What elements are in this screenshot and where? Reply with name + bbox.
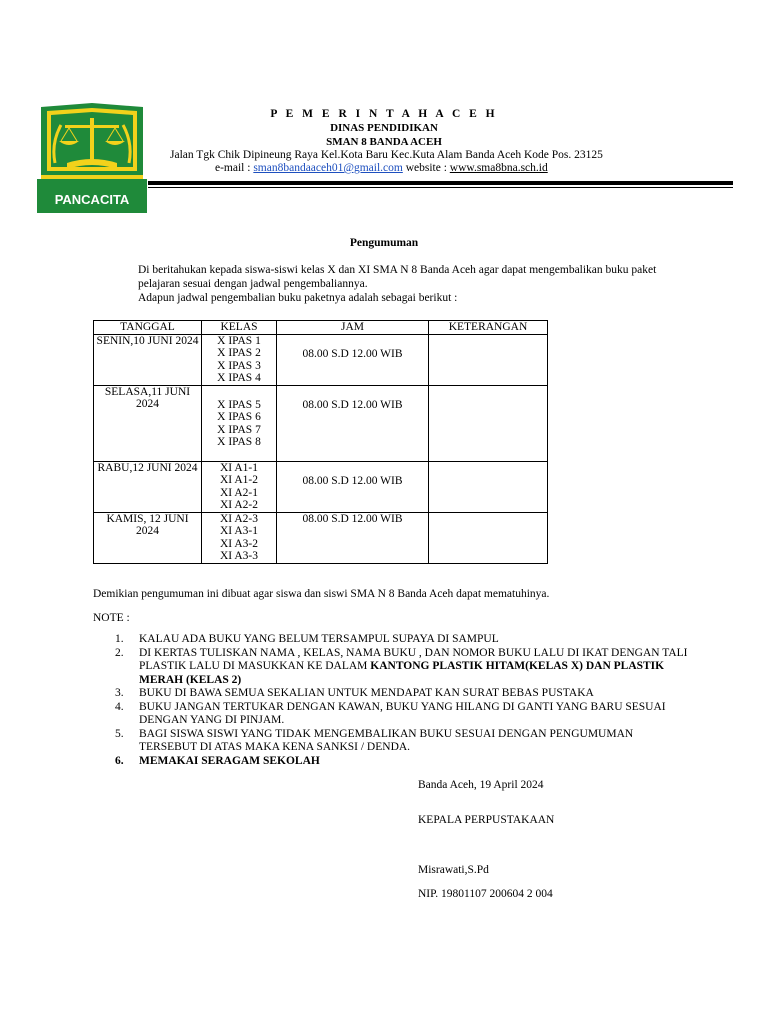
list-item: 5. BAGI SISWA SISWI YANG TIDAK MENGEMBALIKAN BUKU SESUAI DENGAN PENGUMUMAN TERSEBUT DI ATAS MAKA KENA SANKSI / DENDA.	[115, 727, 634, 753]
table-row	[94, 334, 548, 385]
svg-text:PANCACITA: PANCACITA	[54, 192, 130, 207]
col-header-class: KELAS	[202, 321, 277, 335]
signature-place-date: Banda Aceh, 19 April 2024	[418, 779, 544, 791]
row-note	[429, 461, 548, 512]
website-link[interactable]: www.sma8bna.sch.id	[449, 162, 548, 174]
header-government: P E M E R I N T A H A C E H	[270, 108, 498, 120]
row-date: SELASA,11 JUNI 2024	[94, 385, 202, 461]
row-date: RABU,12 JUNI 2024	[94, 461, 202, 512]
table-header-row	[94, 321, 548, 335]
header-divider-thick	[148, 181, 733, 185]
notes-list	[93, 633, 693, 768]
header-address: Jalan Tgk Chik Dipineung Raya Kel.Kota Baru Kec.Kuta Alam Banda Aceh Kode Pos. 23125	[170, 149, 603, 161]
list-item: 6. MEMAKAI SERAGAM SEKOLAH	[115, 754, 320, 767]
note-label: NOTE :	[93, 612, 130, 624]
intro-paragraph: Di beritahukan kepada siswa-siswi kelas X dan XI SMA N 8 Banda Aceh agar dapat mengembalikan buku paket pelajaran sesuai dengan jadwal pengembaliannya.	[138, 264, 657, 290]
row-date: KAMIS, 12 JUNI 2024	[94, 512, 202, 563]
header-divider-thin	[148, 187, 733, 188]
row-classes: X IPAS 1 X IPAS 2 X IPAS 3 X IPAS 4	[202, 334, 277, 385]
col-header-notes: KETERANGAN	[429, 321, 548, 335]
signature-nip: NIP. 19801107 200604 2 004	[418, 888, 553, 900]
page-title: Pengumuman	[349, 237, 419, 249]
row-time: 08.00 S.D 12.00 WIB	[277, 461, 429, 512]
table-row	[94, 385, 548, 461]
header-contact: e-mail : sman8bandaaceh01@gmail.com website : www.sma8bna.sch.id	[215, 162, 548, 174]
row-classes: X IPAS 5 X IPAS 6 X IPAS 7 X IPAS 8	[202, 385, 277, 461]
signature-position: KEPALA PERPUSTAKAAN	[418, 814, 555, 826]
list-item: 1. KALAU ADA BUKU YANG BELUM TERSAMPUL SUPAYA DI SAMPUL	[115, 633, 499, 645]
row-classes: XI A1-1 XI A1-2 XI A2-1 XI A2-2	[202, 461, 277, 512]
row-note	[429, 385, 548, 461]
email-link[interactable]: sman8bandaaceh01@gmail.com	[253, 162, 403, 174]
row-time: 08.00 S.D 12.00 WIB	[277, 512, 429, 563]
schedule-table	[93, 320, 548, 564]
row-time: 08.00 S.D 12.00 WIB	[277, 334, 429, 385]
row-time: 08.00 S.D 12.00 WIB	[277, 385, 429, 461]
row-note	[429, 334, 548, 385]
closing-paragraph: Demikian pengumuman ini dibuat agar siswa dan siswi SMA N 8 Banda Aceh dapat mematuhinya.	[93, 588, 550, 600]
list-item: 2. DI KERTAS TULISKAN NAMA , KELAS, NAMA BUKU , DAN NOMOR BUKU LALU DI IKAT DENGAN TALI PLASTIK LALU DI MASUKKAN KE DALAM KANTONG PLASTIK HITAM(KELAS X) DAN PLASTIK MERAH (KELAS 2)	[115, 646, 688, 686]
row-note	[429, 512, 548, 563]
list-item: 3. BUKU DI BAWA SEMUA SEKALIAN UNTUK MENDAPAT KAN SURAT BEBAS PUSTAKA	[115, 687, 594, 699]
signature-name: Misrawati,S.Pd	[418, 864, 489, 876]
row-date: SENIN,10 JUNI 2024	[94, 334, 202, 385]
table-row	[94, 461, 548, 512]
col-header-date: TANGGAL	[94, 321, 202, 335]
header-department: DINAS PENDIDIKAN	[330, 122, 438, 134]
row-classes: XI A2-3 XI A3-1 XI A3-2 XI A3-3	[202, 512, 277, 563]
list-item: 4. BUKU JANGAN TERTUKAR DENGAN KAWAN, BUKU YANG HILANG DI GANTI YANG BARU SESUAI DENGAN YANG DI PINJAM.	[115, 700, 666, 726]
col-header-time: JAM	[277, 321, 429, 335]
header-school: SMAN 8 BANDA ACEH	[326, 136, 442, 148]
intro-schedule-text: Adapun jadwal pengembalian buku paketnya adalah sebagai berikut :	[138, 292, 458, 304]
table-row	[94, 512, 548, 563]
